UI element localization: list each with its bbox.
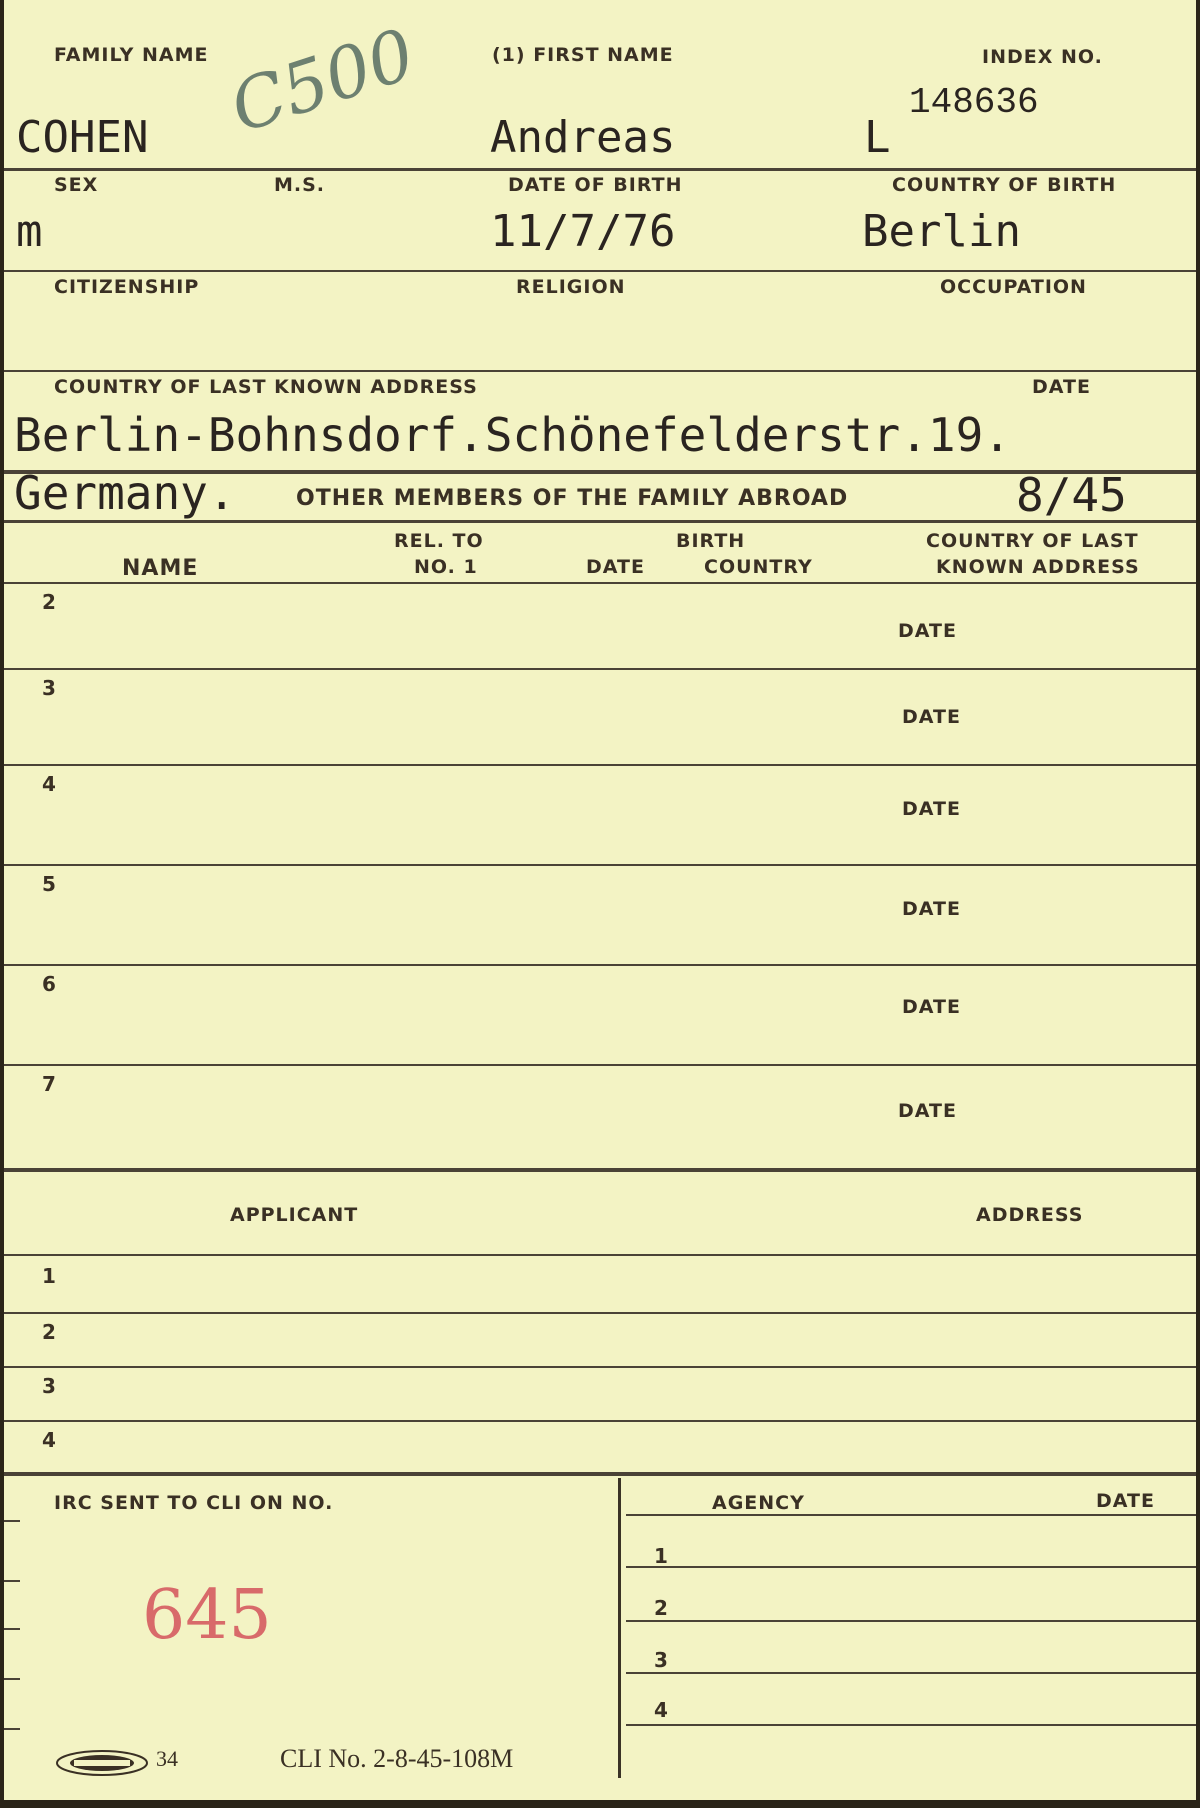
applicant-row-num: 2 (42, 1320, 56, 1344)
agency-label: AGENCY (712, 1492, 805, 1514)
divider (626, 1566, 1196, 1568)
divider (4, 764, 1196, 766)
divider (4, 964, 1196, 966)
family-name-value: COHEN (16, 112, 149, 163)
col-country: COUNTRY (704, 556, 813, 578)
col-name: NAME (122, 556, 199, 581)
family-row-date: DATE (902, 898, 961, 920)
handwritten-code: C500 (220, 13, 425, 149)
sex-label: SEX (54, 174, 99, 196)
dob-label: DATE OF BIRTH (508, 174, 683, 196)
divider (4, 168, 1196, 171)
divider (626, 1514, 1196, 1516)
col-date: DATE (586, 556, 645, 578)
divider (4, 1420, 1196, 1422)
cob-label: COUNTRY OF BIRTH (892, 174, 1117, 196)
family-abroad-title: OTHER MEMBERS OF THE FAMILY ABROAD (296, 486, 849, 511)
margin-tick (4, 1580, 20, 1582)
address-label: COUNTRY OF LAST KNOWN ADDRESS (54, 376, 478, 398)
family-row-num: 6 (42, 972, 56, 996)
ms-label: M.S. (274, 174, 326, 196)
form-number: CLI No. 2-8-45-108M (280, 1744, 514, 1773)
col-rel-1: REL. TO (394, 530, 484, 552)
divider (4, 1254, 1196, 1256)
index-card (4, 0, 1196, 1800)
citizenship-label: CITIZENSHIP (54, 276, 200, 298)
divider (4, 1168, 1196, 1172)
divider (626, 1672, 1196, 1674)
irc-stamp-number: 645 (142, 1576, 272, 1655)
family-row-num: 5 (42, 872, 56, 896)
divider (626, 1620, 1196, 1622)
divider (4, 1312, 1196, 1314)
address-line-1: Berlin-Bohnsdorf.Schönefelderstr.19. (14, 408, 1011, 462)
union-label-logo (54, 1746, 150, 1780)
family-row-date: DATE (902, 996, 961, 1018)
divider (4, 370, 1196, 372)
family-name-label: FAMILY NAME (54, 44, 209, 66)
address-line-2: Germany. (14, 466, 236, 520)
margin-tick (4, 1628, 20, 1630)
sex-value: m (16, 206, 43, 257)
col-last-2: KNOWN ADDRESS (936, 556, 1140, 578)
union-number: 34 (156, 1746, 178, 1771)
address-date-value: 8/45 (1016, 468, 1127, 522)
family-row-date: DATE (902, 706, 961, 728)
agency-row-num: 2 (654, 1596, 668, 1620)
first-name-value: Andreas (490, 112, 676, 163)
index-no-label: INDEX NO. (982, 46, 1103, 68)
divider (4, 668, 1196, 670)
agency-date-label: DATE (1096, 1490, 1155, 1512)
divider (4, 864, 1196, 866)
family-row-date: DATE (898, 620, 957, 642)
index-prefix: L (864, 112, 891, 163)
divider (626, 1724, 1196, 1726)
family-row-date: DATE (898, 1100, 957, 1122)
occupation-label: OCCUPATION (940, 276, 1087, 298)
divider (4, 1472, 1196, 1476)
col-rel-2: NO. 1 (414, 556, 478, 578)
divider (4, 520, 1196, 523)
cob-value: Berlin (862, 206, 1021, 257)
family-row-num: 2 (42, 590, 56, 614)
address-date-label: DATE (1032, 376, 1091, 398)
divider (4, 582, 1196, 584)
family-row-num: 7 (42, 1072, 56, 1096)
index-no-value: 148636 (909, 82, 1039, 123)
applicant-label: APPLICANT (230, 1204, 359, 1226)
dob-value: 11/7/76 (490, 206, 676, 257)
margin-tick (4, 1520, 20, 1522)
divider (4, 1064, 1196, 1066)
divider (4, 1366, 1196, 1368)
margin-tick (4, 1678, 20, 1680)
agency-row-num: 3 (654, 1648, 668, 1672)
agency-row-num: 1 (654, 1544, 668, 1568)
applicant-row-num: 1 (42, 1264, 56, 1288)
applicant-row-num: 4 (42, 1428, 56, 1452)
agency-row-num: 4 (654, 1698, 668, 1722)
section-divider (618, 1478, 621, 1778)
family-row-num: 3 (42, 676, 56, 700)
col-birth: BIRTH (676, 530, 746, 552)
religion-label: RELIGION (516, 276, 626, 298)
margin-tick (4, 1728, 20, 1730)
col-last-1: COUNTRY OF LAST (926, 530, 1139, 552)
first-name-label: (1) FIRST NAME (492, 44, 674, 66)
applicant-address-label: ADDRESS (976, 1204, 1084, 1226)
family-row-date: DATE (902, 798, 961, 820)
irc-label: IRC SENT TO CLI ON NO. (54, 1492, 334, 1514)
family-row-num: 4 (42, 772, 56, 796)
divider (4, 270, 1196, 272)
applicant-row-num: 3 (42, 1374, 56, 1398)
